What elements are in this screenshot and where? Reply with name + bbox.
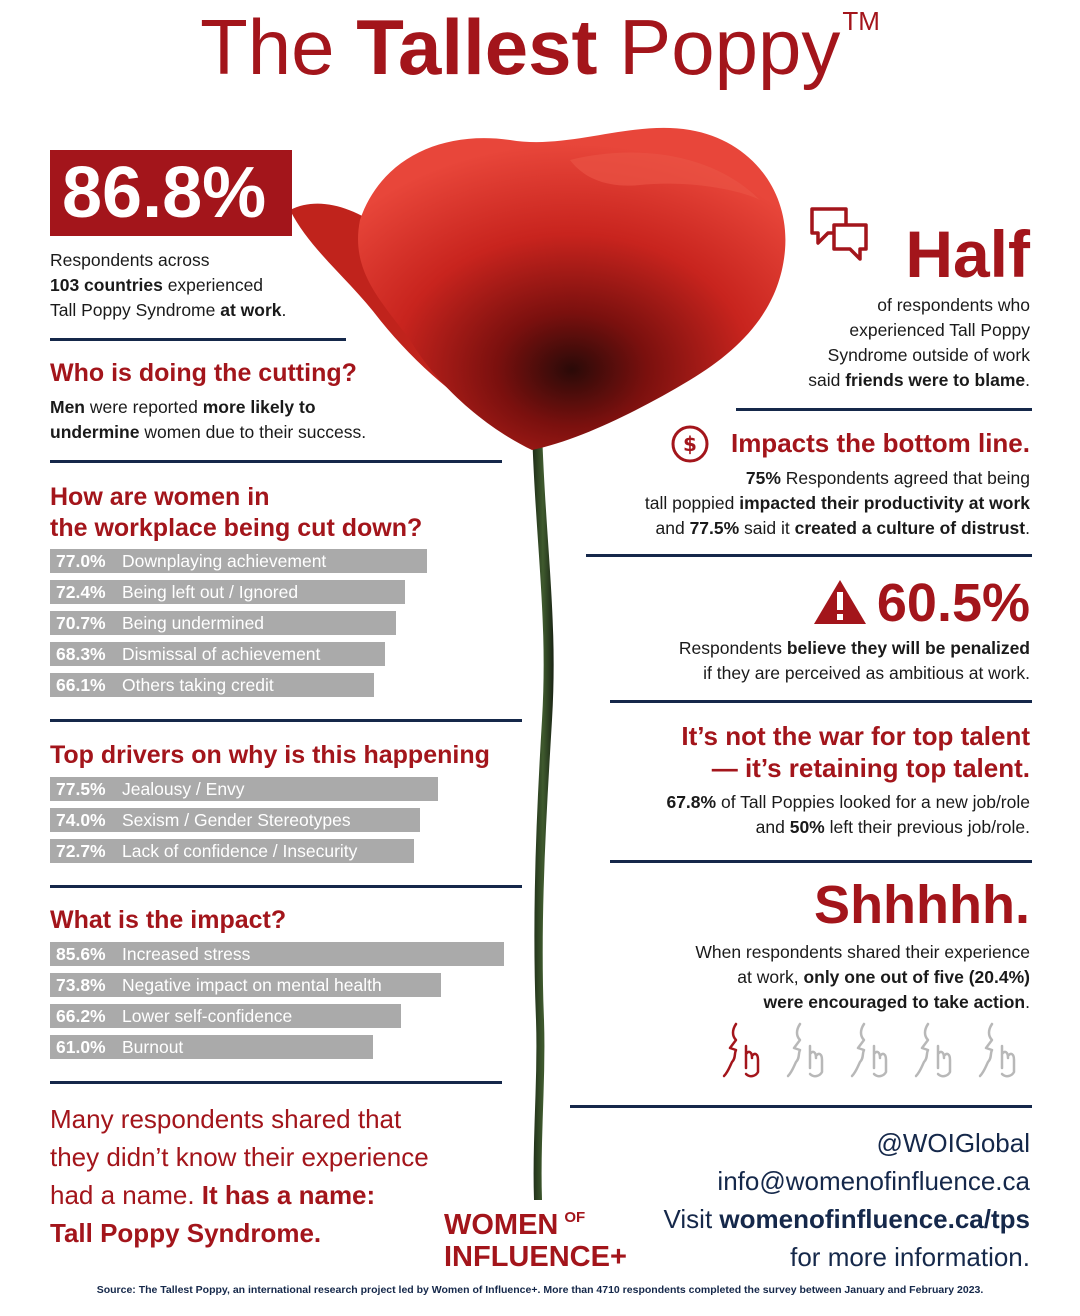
bar-drivers-1: [50, 808, 420, 832]
divider: [50, 719, 522, 722]
bar-percent: 73.8%: [56, 975, 106, 995]
shush-face-icon: [910, 1020, 958, 1080]
cut-down-heading: How are women in the workplace being cut down?: [50, 483, 423, 542]
bar-percent: 61.0%: [56, 1037, 106, 1057]
bar-label: Being left out / Ignored: [122, 582, 299, 602]
cutting-text: Men were reported more likely to undermine women due to their success.: [50, 397, 367, 442]
stat-86-8-box: 86.8%: [50, 150, 292, 236]
shush-face-icon: [846, 1020, 894, 1080]
shush-face-icon: [974, 1020, 1022, 1080]
penalized-value: 60.5%: [876, 573, 1030, 633]
bar-impact-3: [50, 1035, 373, 1059]
source-footnote: Source: The Tallest Poppy, an international research project led by Women of Influence+. More than 4710 respondents completed the survey between January and February 2023.: [96, 1284, 984, 1296]
bar-percent: 77.5%: [56, 779, 106, 799]
divider: [50, 1081, 502, 1084]
bar-cutdown-0: [50, 549, 427, 573]
bar-label: Negative impact on mental health: [122, 975, 382, 995]
bar-percent: 66.1%: [56, 675, 106, 695]
impact-heading: What is the impact?: [50, 906, 287, 934]
shush-icons-row: [718, 1020, 1038, 1082]
bar-percent: 72.4%: [56, 582, 106, 602]
bar-percent: 70.7%: [56, 613, 106, 633]
bar-drivers-2: [50, 839, 414, 863]
bar-cutdown-1: [50, 580, 405, 604]
talent-text: 67.8% of Tall Poppies looked for a new job/role and 50% left their previous job/role.: [666, 792, 1030, 837]
bar-percent: 74.0%: [56, 810, 106, 830]
divider: [570, 1105, 1032, 1108]
divider: [50, 885, 522, 888]
bar-percent: 66.2%: [56, 1006, 106, 1026]
bar-impact-0: [50, 942, 504, 966]
bar-drivers-0: [50, 777, 438, 801]
divider: [50, 338, 346, 341]
bar-cutdown-4: [50, 673, 374, 697]
bar-label: Being undermined: [122, 613, 265, 633]
divider: [586, 554, 1032, 557]
talent-heading: It’s not the war for top talent — it’s retaining top talent.: [681, 721, 1030, 783]
bar-impact-1: [50, 973, 441, 997]
bar-percent: 72.7%: [56, 841, 106, 861]
bottom-line-heading: Impacts the bottom line.: [730, 428, 1030, 458]
email-link[interactable]: info@womenofinfluence.ca: [717, 1166, 1030, 1196]
bar-percent: 77.0%: [56, 551, 106, 571]
shh-value: Shhhhh.: [814, 875, 1030, 935]
twitter-handle[interactable]: @WOIGlobal: [876, 1128, 1030, 1158]
divider: [610, 860, 1032, 863]
bottom-line-text: 75% Respondents agreed that being tall poppied impacted their productivity at work and 77.5% said it created a culture of distrust.: [644, 468, 1030, 538]
cutting-heading: Who is doing the cutting?: [50, 359, 357, 387]
women-of-influence-logo: WOMEN $^{OF}$ INFLUENCE+: [444, 1209, 627, 1273]
bar-label: Lack of confidence / Insecurity: [122, 841, 358, 861]
stat-description: Respondents across 103 countries experienced Tall Poppy Syndrome at work.: [50, 250, 287, 320]
bar-label: Burnout: [122, 1037, 184, 1057]
page-title: The Tallest Poppy™: [200, 3, 880, 91]
bar-label: Downplaying achievement: [122, 551, 327, 571]
contact-block: @WOIGlobal info@womenofinfluence.ca Visit womenofinfluence.ca/tps for more information.: [620, 1124, 1030, 1276]
bar-cutdown-3: [50, 642, 385, 666]
bar-label: Sexism / Gender Stereotypes: [122, 810, 351, 830]
divider: [610, 700, 1032, 703]
bar-impact-2: [50, 1004, 401, 1028]
half-description: of respondents who experienced Tall Poppy Syndrome outside of work said friends were to blame.: [808, 295, 1030, 390]
website-link[interactable]: womenofinfluence.ca/tps: [719, 1204, 1030, 1234]
bar-percent: 85.6%: [56, 944, 106, 964]
shush-face-icon: [782, 1020, 830, 1080]
penalized-text: Respondents believe they will be penalized if they are perceived as ambitious at work.: [678, 638, 1030, 683]
closing-text: Many respondents shared that they didn’t know their experience had a name. It has a name: Tall Poppy Syndrome.: [50, 1104, 429, 1248]
drivers-heading: Top drivers on why is this happening: [50, 741, 490, 769]
bar-label: Jealousy / Envy: [122, 779, 245, 799]
bar-label: Increased stress: [122, 944, 251, 964]
bar-percent: 68.3%: [56, 644, 106, 664]
shh-text: When respondents shared their experience at work, only one out of five (20.4%) were encouraged to take action.: [695, 942, 1030, 1012]
bar-label: Others taking credit: [122, 675, 274, 695]
shush-face-icon: [718, 1020, 766, 1080]
bar-cutdown-2: [50, 611, 396, 635]
divider: [50, 460, 502, 463]
divider: [736, 408, 1032, 411]
poppy-stem: [532, 430, 554, 1200]
bar-label: Dismissal of achievement: [122, 644, 321, 664]
half-value: Half: [905, 217, 1030, 291]
bar-label: Lower self-confidence: [122, 1006, 293, 1026]
svg-text:$: $: [683, 432, 697, 456]
